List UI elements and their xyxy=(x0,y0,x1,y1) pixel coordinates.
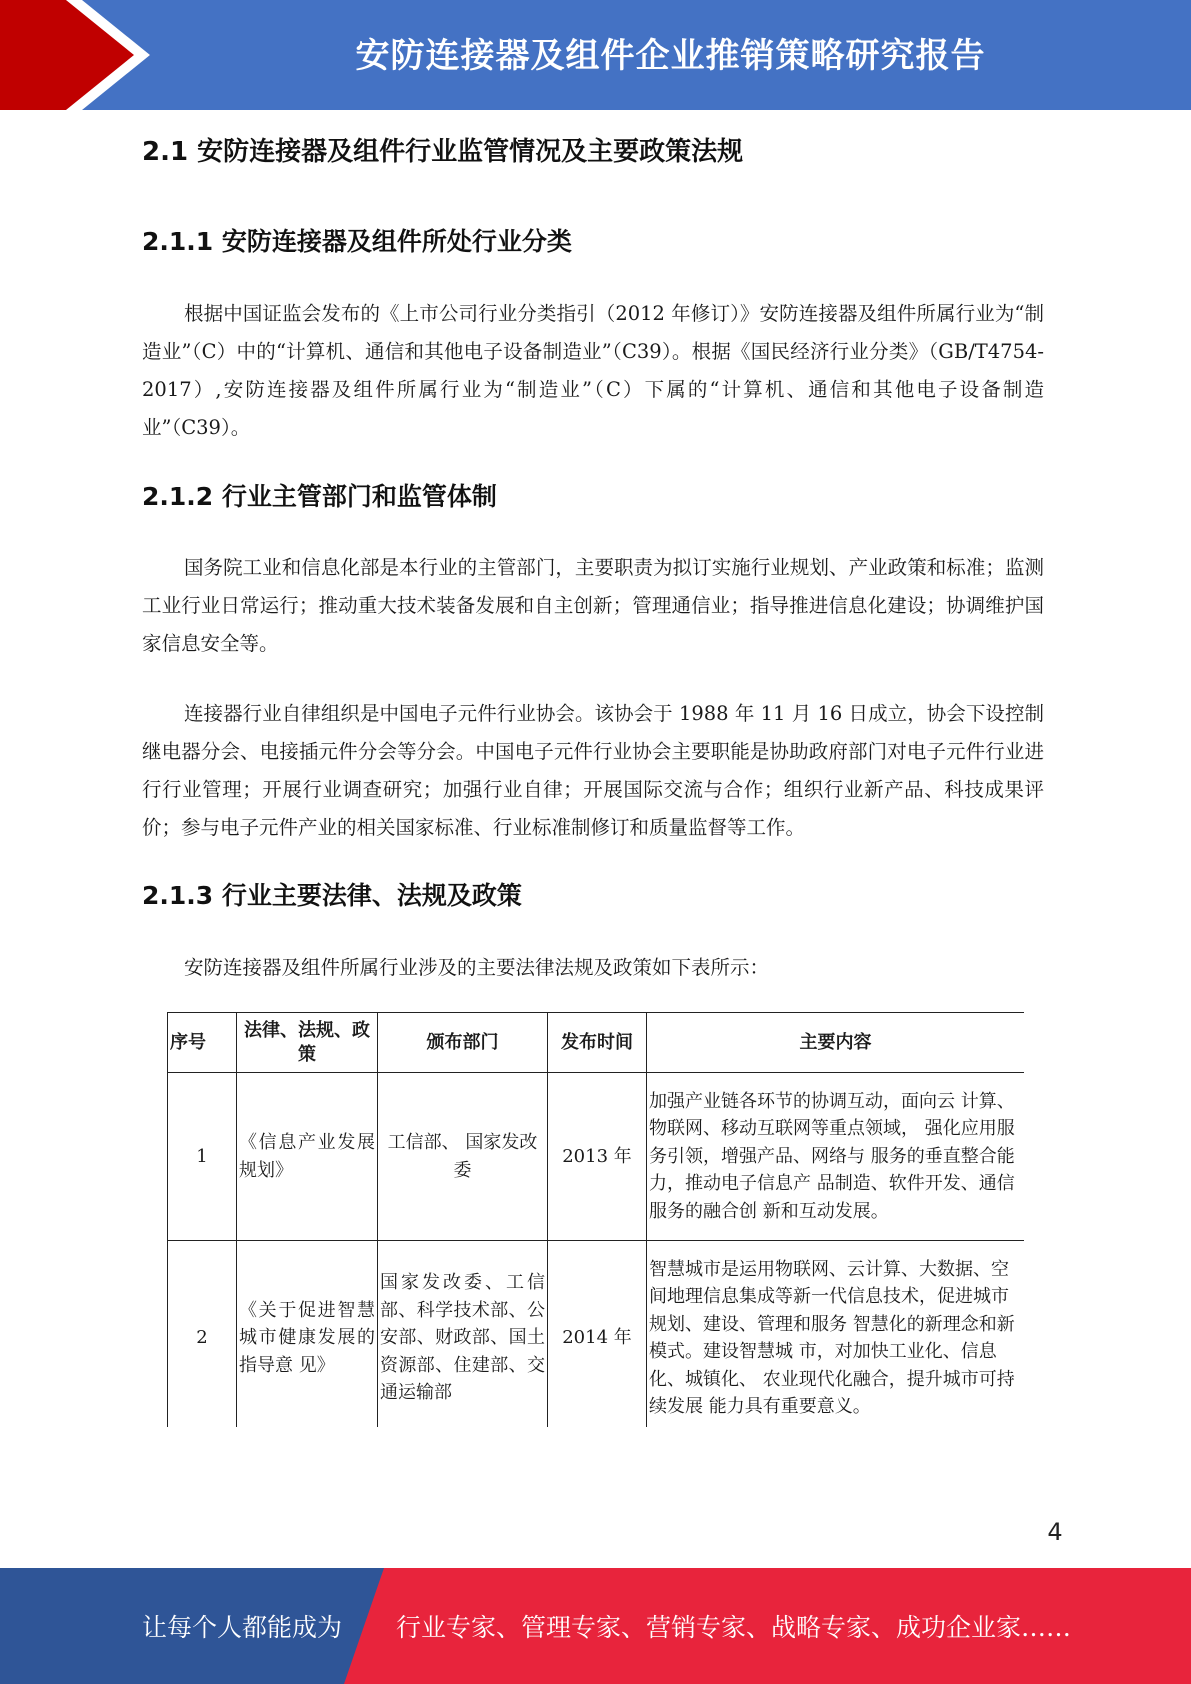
row-number: 2 xyxy=(168,1241,237,1428)
footer-slogan-right: 行业专家、管理专家、营销专家、战略专家、成功企业家…… xyxy=(396,1613,1072,1642)
paragraph-classification: 根据中国证监会发布的《上市公司行业分类指引（2012 年修订）》安防连接器及组件所属行业为“制造业”（C）中的“计算机、通信和其他电子设备制造业”（C39）。根据《国民经济行业分类》（GB/T4754-2017）,安防连接器及组件所属行业为“制造业”（C）下属的“计算机、通信和其他电子设备制造业”（C39）。 xyxy=(142,302,1044,439)
report-title: 安防连接器及组件企业推销策略研究报告 xyxy=(355,36,986,76)
laws-table-container xyxy=(167,1012,1024,1427)
laws-table xyxy=(167,1012,1024,1427)
paragraph-table-intro: 安防连接器及组件所属行业涉及的主要法律法规及政策如下表所示： xyxy=(184,956,770,979)
page-header xyxy=(0,0,1191,110)
section-heading: 2.1 安防连接器及组件行业监管情况及主要政策法规 xyxy=(142,137,744,167)
subsection-heading-classification: 2.1.1 安防连接器及组件所处行业分类 xyxy=(142,227,572,256)
table-row xyxy=(168,1073,1025,1241)
main-content: 加强产业链各环节的协调互动，面向云 计算、物联网、移动互联网等重点领域， 强化应用服务引领，增强产品、网络与 服务的垂直整合能力，推动电子信息产 品制造、软件开发、通信服务的融合创 新和互动发展。 xyxy=(647,1073,1025,1241)
page-footer xyxy=(0,1568,1191,1684)
table-header-row xyxy=(168,1013,1025,1073)
paragraph-regulator: 国务院工业和信息化部是本行业的主管部门，主要职责为拟订实施行业规划、产业政策和标准；监测工业行业日常运行；推动重大技术装备发展和自主创新；管理通信业；指导推进信息化建设；协调维护国家信息安全等。 xyxy=(142,556,1044,655)
table-header-cell: 序号 xyxy=(168,1013,237,1073)
law-name: 《信息产业发展规划》 xyxy=(237,1073,378,1241)
table-header-cell: 主要内容 xyxy=(647,1013,1025,1073)
page-number: 4 xyxy=(1047,1518,1063,1546)
paragraph-association: 连接器行业自律组织是中国电子元件行业协会。该协会于 1988 年 11 月 16 日成立，协会下设控制继电器分会、电接插元件分会等分会。中国电子元件行业协会主要职能是协助政府部门对电子元件行业进行行业管理；开展行业调查研究；加强行业自律；开展国际交流与合作；组织行业新产品、科技成果评价；参与电子元件产业的相关国家标准、行业标准制修订和质量监督等工作。 xyxy=(142,702,1044,839)
issuing-department: 国家发改委、工信部、科学技术部、公安部、财政部、国土资源部、住建部、交通运输部 xyxy=(378,1241,548,1428)
table-row xyxy=(168,1241,1025,1428)
main-content: 智慧城市是运用物联网、云计算、大数据、空间地理信息集成等新一代信息技术，促进城市规划、建设、管理和服务 智慧化的新理念和新模式。建设智慧城 市，对加快工业化、信息化、城镇化、 农业现代化融合，提升城市可持续发展 能力具有重要意义。 xyxy=(647,1241,1025,1428)
issuing-department: 工信部、 国家发改委 xyxy=(378,1073,548,1241)
footer-slogan-left: 让每个人都能成为 xyxy=(142,1613,343,1642)
table-header-cell: 法律、法规、政策 xyxy=(237,1013,378,1073)
table-header-cell: 颁布部门 xyxy=(378,1013,548,1073)
issue-date: 2013 年 xyxy=(548,1073,647,1241)
subsection-heading-laws: 2.1.3 行业主要法律、法规及政策 xyxy=(142,881,522,910)
row-number: 1 xyxy=(168,1073,237,1241)
subsection-heading-regulator: 2.1.2 行业主管部门和监管体制 xyxy=(142,482,497,511)
table-header-cell: 发布时间 xyxy=(548,1013,647,1073)
law-name: 《关于促进智慧城市健康发展的指导意 见》 xyxy=(237,1241,378,1428)
issue-date: 2014 年 xyxy=(548,1241,647,1428)
